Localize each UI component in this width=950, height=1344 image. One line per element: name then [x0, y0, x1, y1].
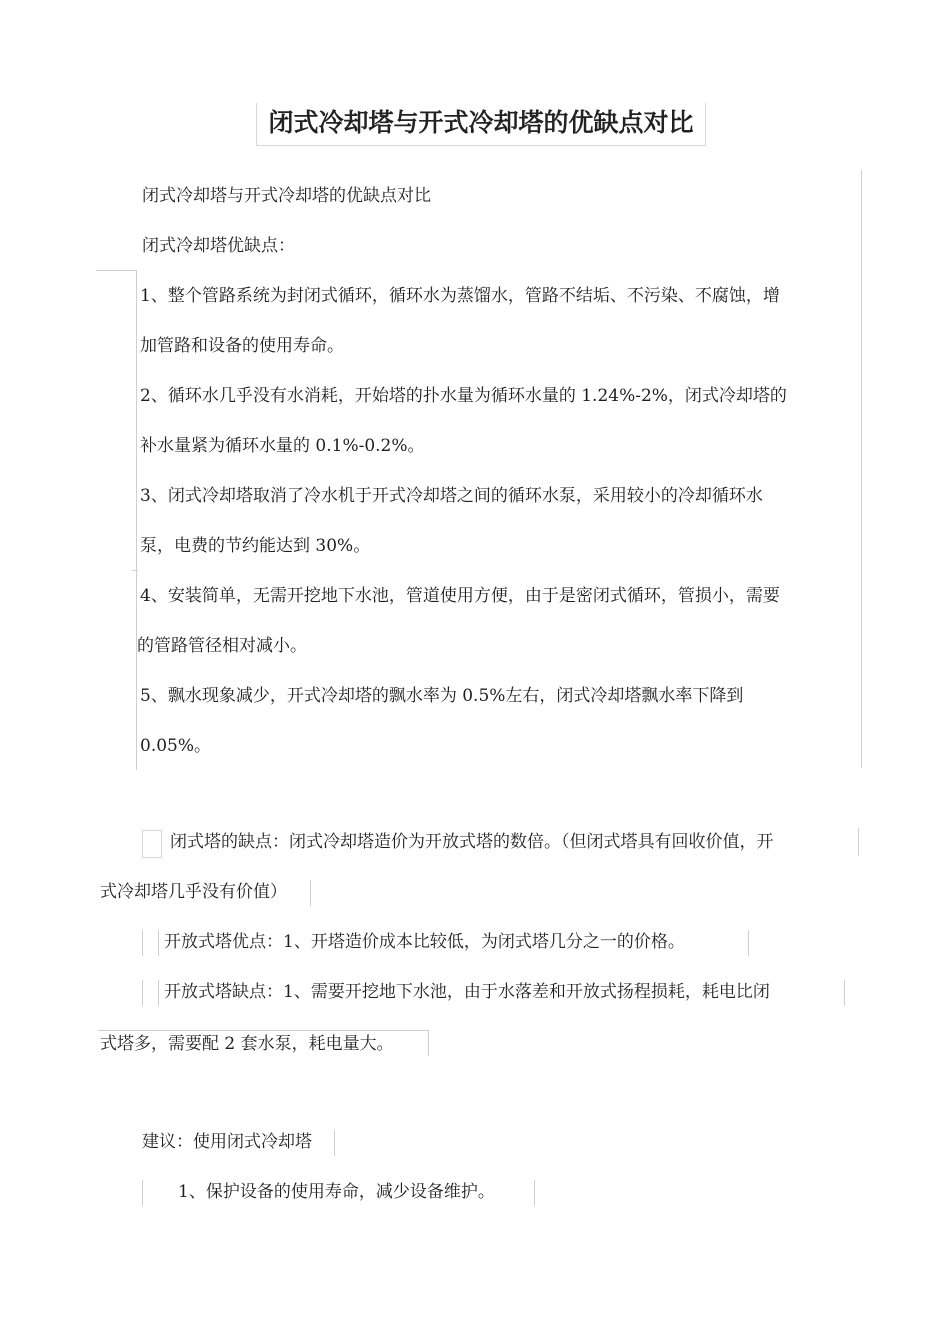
closed-advantage-item-5: 5、飘水现象减少，开式冷却塔的飘水率为 0.5%左右，闭式冷却塔飘水率下降到	[140, 686, 744, 706]
suggestion-heading: 建议：使用闭式冷却塔	[142, 1132, 312, 1152]
frame-rule	[132, 570, 138, 571]
frame-rule	[98, 1030, 428, 1031]
frame-rule	[136, 270, 137, 770]
frame-rule	[861, 170, 862, 768]
closed-advantage-item-1-cont: 加管路和设备的使用寿命。	[140, 336, 344, 356]
closed-advantage-item-3-cont: 泵，电费的节约能达到 30%。	[140, 536, 371, 556]
frame-rule	[748, 930, 749, 956]
closed-advantage-item-2: 2、循环水几乎没有水消耗，开始塔的扑水量为循环水量的 1.24%-2%，闭式冷却塔的	[140, 386, 787, 406]
indent-box	[142, 830, 162, 858]
open-disadvantage: 开放式塔缺点：1、需要开挖地下水池，由于水落差和开放式扬程损耗，耗电比闭	[164, 982, 770, 1002]
frame-rule	[158, 980, 159, 1006]
closed-disadvantage-cont: 式冷却塔几乎没有价值）	[100, 882, 287, 902]
closed-advantage-item-2-cont: 补水量紧为循环水量的 0.1%-0.2%。	[140, 436, 425, 456]
closed-advantage-item-3: 3、闭式冷却塔取消了冷水机于开式冷却塔之间的循环水泵，采用较小的冷却循环水	[140, 486, 763, 506]
subtitle: 闭式冷却塔与开式冷却塔的优缺点对比	[142, 186, 431, 206]
frame-rule	[310, 880, 311, 906]
frame-rule	[844, 980, 845, 1006]
closed-advantage-item-4: 4、安装简单，无需开挖地下水池，管道使用方便，由于是密闭式循环，管损小，需要	[140, 586, 780, 606]
frame-rule	[142, 1180, 143, 1206]
closed-advantage-item-5-cont: 0.05%。	[140, 736, 212, 756]
frame-rule	[142, 980, 143, 1006]
open-disadvantage-cont: 式塔多，需要配 2 套水泵，耗电量大。	[100, 1034, 394, 1054]
closed-disadvantage: 闭式塔的缺点：闭式冷却塔造价为开放式塔的数倍。（但闭式塔具有回收价值，开	[170, 832, 774, 852]
frame-rule	[428, 1030, 429, 1056]
open-advantage: 开放式塔优点：1、开塔造价成本比较低，为闭式塔几分之一的价格。	[164, 932, 685, 952]
frame-rule	[858, 828, 859, 856]
closed-advantages-heading: 闭式冷却塔优缺点：	[142, 236, 295, 256]
closed-advantage-item-4-cont: 的管路管径相对减小。	[137, 636, 307, 656]
frame-rule	[142, 930, 143, 956]
document-title: 闭式冷却塔与开式冷却塔的优缺点对比	[256, 103, 706, 146]
frame-rule	[158, 930, 159, 956]
closed-advantage-item-1: 1、整个管路系统为封闭式循环，循环水为蒸馏水，管路不结垢、不污染、不腐蚀，增	[140, 286, 780, 306]
frame-rule	[96, 270, 136, 271]
frame-rule	[334, 1130, 335, 1156]
frame-rule	[534, 1180, 535, 1206]
suggestion-item-1: 1、保护设备的使用寿命，减少设备维护。	[178, 1182, 495, 1202]
